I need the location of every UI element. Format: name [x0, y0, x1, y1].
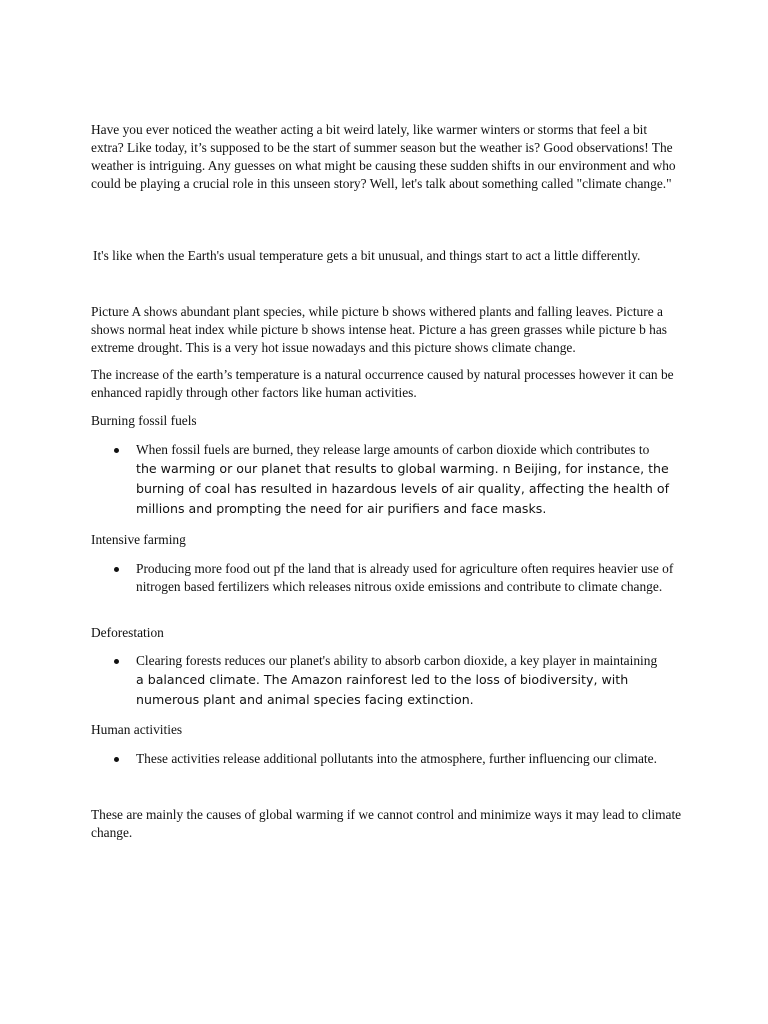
bullet-text-sans: a balanced climate. The Amazon rainforest led to the loss of biodiversity, with numerous plant and animal species facing extinction.	[136, 672, 629, 707]
cause-heading-intensive-farming: Intensive farming	[91, 532, 186, 547]
bullet-dot	[114, 659, 119, 664]
cause-bullet-fossil-fuels	[91, 441, 683, 519]
bullet-dot	[114, 448, 119, 453]
cause-bullet-intensive-farming	[91, 560, 683, 596]
bullet-text-sans: the warming or our planet that results to global warming. n Beijing, for instance, the burning of coal has resulted in hazardous levels of air quality, affecting the health of millions and prompting the need for air purifiers and face masks.	[136, 461, 670, 516]
conclusion-paragraph: These are mainly the causes of global warming if we cannot control and minimize ways it may lead to climate change.	[91, 807, 682, 840]
cause-heading-fossil-fuels: Burning fossil fuels	[91, 413, 197, 428]
bullet-dot	[114, 567, 119, 572]
bullet-text-serif: Producing more food out pf the land that is already used for agriculture often requires heavier use of nitrogen based fertilizers which releases nitrous oxide emissions and contribute to climate change.	[136, 561, 674, 594]
pictures-paragraph: Picture A shows abundant plant species, while picture b shows withered plants and falling leaves. Picture a shows normal heat index while picture b shows intense heat. Picture a has green grasses while picture b has extreme drought. This is a very hot issue nowadays and this picture shows climate change.	[91, 304, 668, 355]
cause-bullet-deforestation	[91, 652, 683, 710]
bullet-dot	[114, 757, 119, 762]
definition-paragraph: It's like when the Earth's usual temperature gets a bit unusual, and things start to act a little differently.	[93, 248, 641, 263]
bullet-text-serif: These activities release additional pollutants into the atmosphere, further influencing our climate.	[136, 751, 657, 766]
increase-paragraph: The increase of the earth’s temperature is a natural occurrence caused by natural processes however it can be enhanced rapidly through other factors like human activities.	[91, 367, 674, 400]
bullet-text-serif: Clearing forests reduces our planet's ability to absorb carbon dioxide, a key player in maintaining	[136, 653, 658, 668]
bullet-text-serif: When fossil fuels are burned, they release large amounts of carbon dioxide which contributes to	[136, 442, 650, 457]
cause-heading-deforestation: Deforestation	[91, 625, 164, 640]
cause-heading-human-activities: Human activities	[91, 722, 183, 737]
intro-paragraph: Have you ever noticed the weather acting a bit weird lately, like warmer winters or storms that feel a bit extra? Like today, it’s supposed to be the start of summer season but the weather is? Good observations! The weather is intriguing. Any guesses on what might be causing these sudden shifts in our environment and who could be playing a crucial role in this unseen story? Well, let's talk about something called "climate change."	[91, 122, 676, 191]
cause-bullet-human-activities	[91, 750, 683, 768]
